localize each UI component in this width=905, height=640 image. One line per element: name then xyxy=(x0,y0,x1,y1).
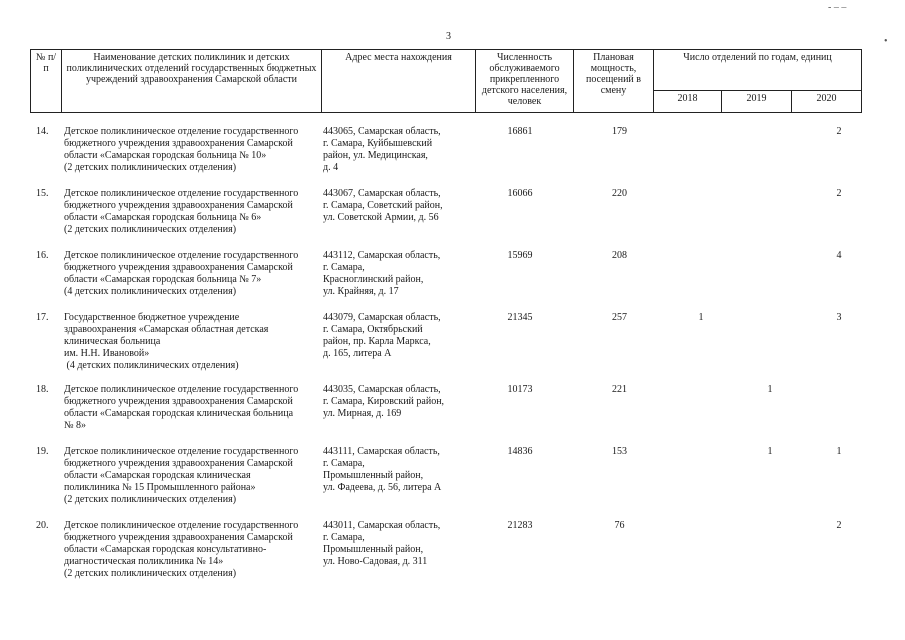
count-2020: 2 xyxy=(836,520,842,531)
count-2019: 1 xyxy=(767,384,773,395)
institution-name-line: области «Самарская городская консультативно- xyxy=(64,544,267,555)
institution-name-line: диагностическая поликлиника № 14» xyxy=(64,556,224,567)
institution-name xyxy=(64,126,322,174)
population: 21283 xyxy=(507,520,533,531)
address-line: 443067, Самарская область, xyxy=(323,188,441,199)
header-num: № п/п xyxy=(31,50,62,113)
header-capacity: Плановая мощность, посещений в смену xyxy=(574,50,654,113)
institution-name-line: здравоохранения «Самарская областная детская xyxy=(64,324,269,335)
institution-name-line: (2 детских поликлинических отделения) xyxy=(64,224,237,235)
institution-name-line: бюджетного учреждения здравоохранения Самарской xyxy=(64,532,293,543)
address-line: 443079, Самарская область, xyxy=(323,312,441,323)
scan-mark: - – – xyxy=(828,2,847,13)
row-number: 16. xyxy=(36,250,49,261)
row-number: 20. xyxy=(36,520,49,531)
address-line: г. Самара, Советский район, xyxy=(323,200,443,211)
institution-name-line: (2 детских поликлинических отделения) xyxy=(64,568,237,579)
population: 14836 xyxy=(507,446,533,457)
institution-name xyxy=(64,520,322,580)
address-line: д. 165, литера А xyxy=(323,348,392,359)
institution-name-line: (2 детских поликлинических отделения) xyxy=(64,494,237,505)
count-2020: 2 xyxy=(836,188,842,199)
capacity: 179 xyxy=(612,126,627,137)
capacity: 208 xyxy=(612,250,627,261)
address-line: ул. Фадеева, д. 56, литера А xyxy=(323,482,442,493)
address-line: г. Самара, Октябрьский xyxy=(323,324,423,335)
institution-name-line: бюджетного учреждения здравоохранения Самарской xyxy=(64,138,293,149)
population: 16066 xyxy=(507,188,533,199)
row-number: 17. xyxy=(36,312,49,323)
institution-name-line: бюджетного учреждения здравоохранения Самарской xyxy=(64,262,293,273)
institution-name-line: бюджетного учреждения здравоохранения Самарской xyxy=(64,200,293,211)
address-line: район, ул. Медицинская, xyxy=(323,150,428,161)
population: 21345 xyxy=(507,312,533,323)
address-line: ул. Советской Армии, д. 56 xyxy=(323,212,439,223)
institution-name xyxy=(64,446,322,506)
count-2020: 4 xyxy=(836,250,842,261)
institution-name-line: области «Самарская городская клиническая xyxy=(64,470,251,481)
institution-name-line: (4 детских поликлинических отделения) xyxy=(64,286,237,297)
capacity: 220 xyxy=(612,188,627,199)
institution-name-line: области «Самарская городская клиническая больница xyxy=(64,408,294,419)
capacity: 221 xyxy=(612,384,627,395)
institution-name-line: Детское поликлиническое отделение государственного xyxy=(64,384,299,395)
institution-name-line: бюджетного учреждения здравоохранения Самарской xyxy=(64,458,293,469)
address-line: д. 4 xyxy=(323,162,339,173)
institution-name-line: Детское поликлиническое отделение государственного xyxy=(64,250,299,261)
institution-name-line: (2 детских поликлинических отделения) xyxy=(64,162,237,173)
institution-name-line: им. Н.Н. Ивановой» xyxy=(64,348,150,359)
row-number: 15. xyxy=(36,188,49,199)
header-year-2019: 2019 xyxy=(722,90,792,112)
address xyxy=(323,520,463,568)
institution-name xyxy=(64,250,322,298)
institution-name xyxy=(64,312,322,372)
address xyxy=(323,446,463,494)
header-year-2018: 2018 xyxy=(654,90,722,112)
count-2020: 1 xyxy=(836,446,842,457)
population: 16861 xyxy=(507,126,533,137)
address-line: 443065, Самарская область, xyxy=(323,126,441,137)
address xyxy=(323,312,463,360)
institution-name-line: Детское поликлиническое отделение государственного xyxy=(64,126,299,137)
institution-name xyxy=(64,384,322,432)
institution-name-line: Детское поликлиническое отделение государственного xyxy=(64,446,299,457)
institution-name-line: области «Самарская городская больница № 7» xyxy=(64,274,262,285)
institution-name-line: № 8» xyxy=(64,420,87,431)
header-year-2020: 2020 xyxy=(792,90,862,112)
institution-name xyxy=(64,188,322,236)
institution-name-line: клиническая больница xyxy=(64,336,161,347)
address xyxy=(323,384,463,420)
institution-name-line: Детское поликлиническое отделение государственного xyxy=(64,188,299,199)
address-line: г. Самара, xyxy=(323,532,365,543)
address-line: г. Самара, Куйбышевский xyxy=(323,138,433,149)
address-line: ул. Ново-Садовая, д. 311 xyxy=(323,556,428,567)
row-number: 18. xyxy=(36,384,49,395)
institution-name-line: (4 детских поликлинических отделения) xyxy=(64,360,239,371)
address-line: Промышленный район, xyxy=(323,470,424,481)
institution-name-line: области «Самарская городская больница № 10» xyxy=(64,150,267,161)
address-line: 443011, Самарская область, xyxy=(323,520,441,531)
page-number: 3 xyxy=(446,31,451,42)
address xyxy=(323,188,463,224)
header-years: Число отделений по годам, единиц xyxy=(654,50,862,91)
address-line: г. Самара, xyxy=(323,262,365,273)
address-line: 443035, Самарская область, xyxy=(323,384,441,395)
count-2019: 1 xyxy=(767,446,773,457)
address-line: г. Самара, Кировский район, xyxy=(323,396,445,407)
capacity: 153 xyxy=(612,446,627,457)
count-2018: 1 xyxy=(698,312,704,323)
institution-name-line: поликлиника № 15 Промышленного района» xyxy=(64,482,256,493)
header-population: Численность обслуживаемого прикрепленного детского населения, человек xyxy=(476,50,574,113)
header-address: Адрес места нахождения xyxy=(322,50,476,113)
address-line: Красноглинский район, xyxy=(323,274,424,285)
institution-name-line: бюджетного учреждения здравоохранения Самарской xyxy=(64,396,293,407)
address xyxy=(323,126,463,174)
institution-name-line: Детское поликлиническое отделение государственного xyxy=(64,520,299,531)
address-line: 443112, Самарская область, xyxy=(323,250,441,261)
count-2020: 2 xyxy=(836,126,842,137)
address-line: г. Самара, xyxy=(323,458,365,469)
table-header xyxy=(30,49,862,113)
institution-name-line: Государственное бюджетное учреждение xyxy=(64,312,240,323)
header-name: Наименование детских поликлиник и детских поликлинических отделений государственных бюджетных учреждений здравоохранения Самарской области xyxy=(62,50,322,113)
address-line: район, пр. Карла Маркса, xyxy=(323,336,431,347)
capacity: 257 xyxy=(612,312,627,323)
institution-name-line: области «Самарская городская больница № 6» xyxy=(64,212,262,223)
row-number: 19. xyxy=(36,446,49,457)
count-2020: 3 xyxy=(836,312,842,323)
address xyxy=(323,250,463,298)
address-line: ул. Мирная, д. 169 xyxy=(323,408,402,419)
row-number: 14. xyxy=(36,126,49,137)
address-line: ул. Крайняя, д. 17 xyxy=(323,286,399,297)
scan-mark: • xyxy=(884,36,888,47)
address-line: Промышленный район, xyxy=(323,544,424,555)
capacity: 76 xyxy=(614,520,625,531)
population: 10173 xyxy=(507,384,533,395)
population: 15969 xyxy=(507,250,533,261)
address-line: 443111, Самарская область, xyxy=(323,446,440,457)
